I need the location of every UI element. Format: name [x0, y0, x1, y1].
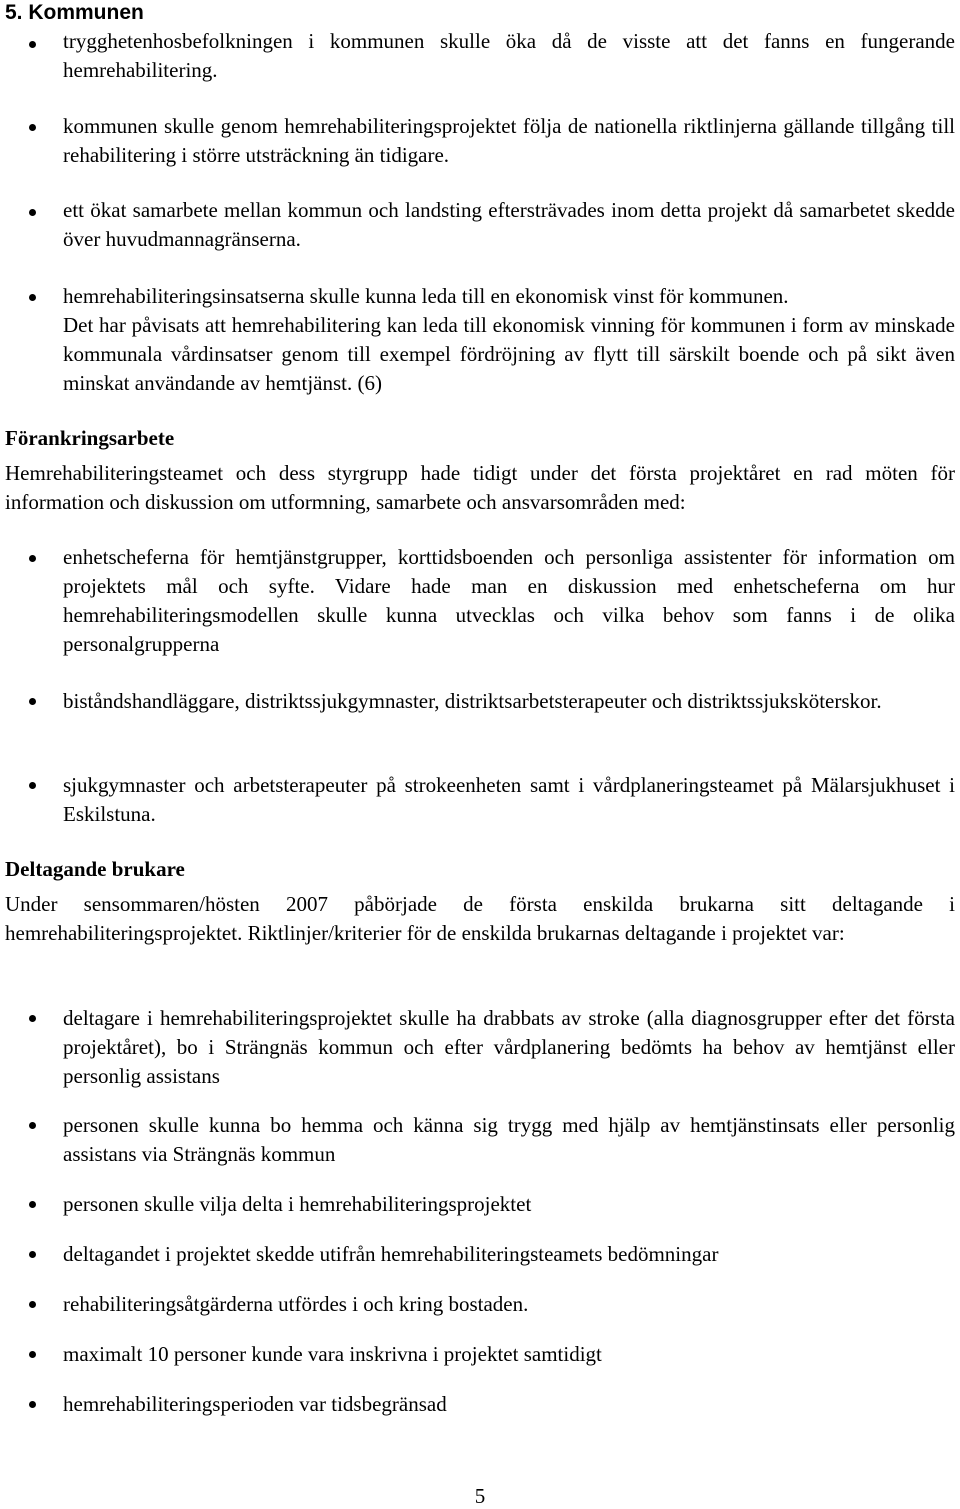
forankring-item-3 [63, 771, 955, 829]
deltagande-item-2 [63, 1111, 955, 1169]
list-item-text: hemrehabiliteringsinsatserna skulle kunna leda till en ekonomisk vinst för kommunen. [63, 284, 789, 308]
list-item-text: trygghetenhosbefolkningen i kommunen skulle öka då de visste att det fanns en fungerande hemrehabilitering. [63, 29, 955, 82]
list-item-text: deltagandet i projektet skedde utifrån hemrehabiliteringsteamets bedömningar [63, 1242, 719, 1266]
bullet-icon [29, 1401, 36, 1408]
kommunen-item-3 [63, 196, 955, 254]
forankring-item-2 [63, 687, 955, 716]
deltagande-item-1 [63, 1004, 955, 1091]
kommunen-item-2 [63, 112, 955, 170]
deltagande-item-3 [63, 1190, 955, 1219]
bullet-icon [29, 124, 36, 131]
list-item-text: personen skulle kunna bo hemma och känna sig trygg med hjälp av hemtjänstinsats eller personlig assistans via Strängnäs kommun [63, 1113, 955, 1166]
bullet-icon [29, 1301, 36, 1308]
list-item-text: hemrehabiliteringsperioden var tidsbegränsad [63, 1392, 447, 1416]
bullet-icon [29, 1015, 36, 1022]
deltagande-intro: Under sensommaren/hösten 2007 påbörjade de första enskilda brukarna sitt deltagande i hemrehabiliteringsprojektet. Riktlinjer/kriterier för de enskilda brukarnas deltagande i projektet var: [5, 892, 955, 945]
kommunen-item-4 [63, 282, 955, 311]
forankring-item-1 [63, 543, 955, 659]
bullet-icon [29, 782, 36, 789]
list-item-text: sjukgymnaster och arbetsterapeuter på strokeenheten samt i vårdplaneringsteamet på Mälarsjukhuset i Eskilstuna. [63, 773, 955, 826]
page-number: 5 [474, 1484, 486, 1508]
bullet-icon [29, 1201, 36, 1208]
deltagande-heading: Deltagande brukare [5, 857, 185, 881]
list-item-text: personen skulle vilja delta i hemrehabiliteringsprojektet [63, 1192, 532, 1216]
deltagande-item-5 [63, 1290, 955, 1319]
kommunen-continuation: Det har påvisats att hemrehabilitering kan leda till ekonomisk vinning för kommunen i form av minskade kommunala vårdinsatser genom till exempel fördröjning av flytt till särskilt boende och på sikt även minskat användande av hemtjänst. (6) [63, 313, 955, 395]
bullet-icon [29, 698, 36, 705]
bullet-icon [29, 294, 36, 301]
bullet-icon [29, 1122, 36, 1129]
list-item-text: enhetscheferna för hemtjänstgrupper, korttidsboenden och personliga assistenter för information om projektets mål och syfte. Vidare hade man en diskussion med enhetscheferna om hur hemrehabiliteringsmodellen skulle kunna utvecklas och vilka behov som fanns i de olika personalgrupperna [63, 545, 955, 656]
list-item-text: kommunen skulle genom hemrehabiliteringsprojektet följa de nationella riktlinjerna gällande tillgång till rehabilitering i större utsträckning än tidigare. [63, 114, 955, 167]
deltagande-item-4 [63, 1240, 955, 1269]
deltagande-item-6 [63, 1340, 955, 1369]
list-item-text: biståndshandläggare, distriktssjukgymnaster, distriktsarbetsterapeuter och distriktssjuksköterskor. [63, 689, 882, 713]
bullet-icon [29, 209, 36, 216]
deltagande-item-7 [63, 1390, 955, 1419]
list-item-text: maximalt 10 personer kunde vara inskrivna i projektet samtidigt [63, 1342, 602, 1366]
bullet-icon [29, 555, 36, 562]
forankring-intro: Hemrehabiliteringsteamet och dess styrgrupp hade tidigt under det första projektåret en rad möten för information och diskussion om utformning, samarbete och ansvarsområden med: [5, 461, 955, 514]
list-item-text: ett ökat samarbete mellan kommun och landsting eftersträvades inom detta projekt då samarbetet skedde över huvudmannagränserna. [63, 198, 955, 251]
kommunen-item-1 [63, 27, 955, 85]
bullet-icon [29, 41, 36, 48]
bullet-icon [29, 1351, 36, 1358]
bullet-icon [29, 1251, 36, 1258]
forankring-heading: Förankringsarbete [5, 426, 175, 450]
list-item-text: deltagare i hemrehabiliteringsprojektet skulle ha drabbats av stroke (alla diagnosgrupper efter det första projektåret), bo i Strängnäs kommun och efter vårdplanering bedömts ha behov av hemtjänst eller personlig assistans [63, 1006, 955, 1088]
section-title: 5. Kommunen [5, 1, 144, 24]
list-item-text: rehabiliteringsåtgärderna utfördes i och kring bostaden. [63, 1292, 529, 1316]
